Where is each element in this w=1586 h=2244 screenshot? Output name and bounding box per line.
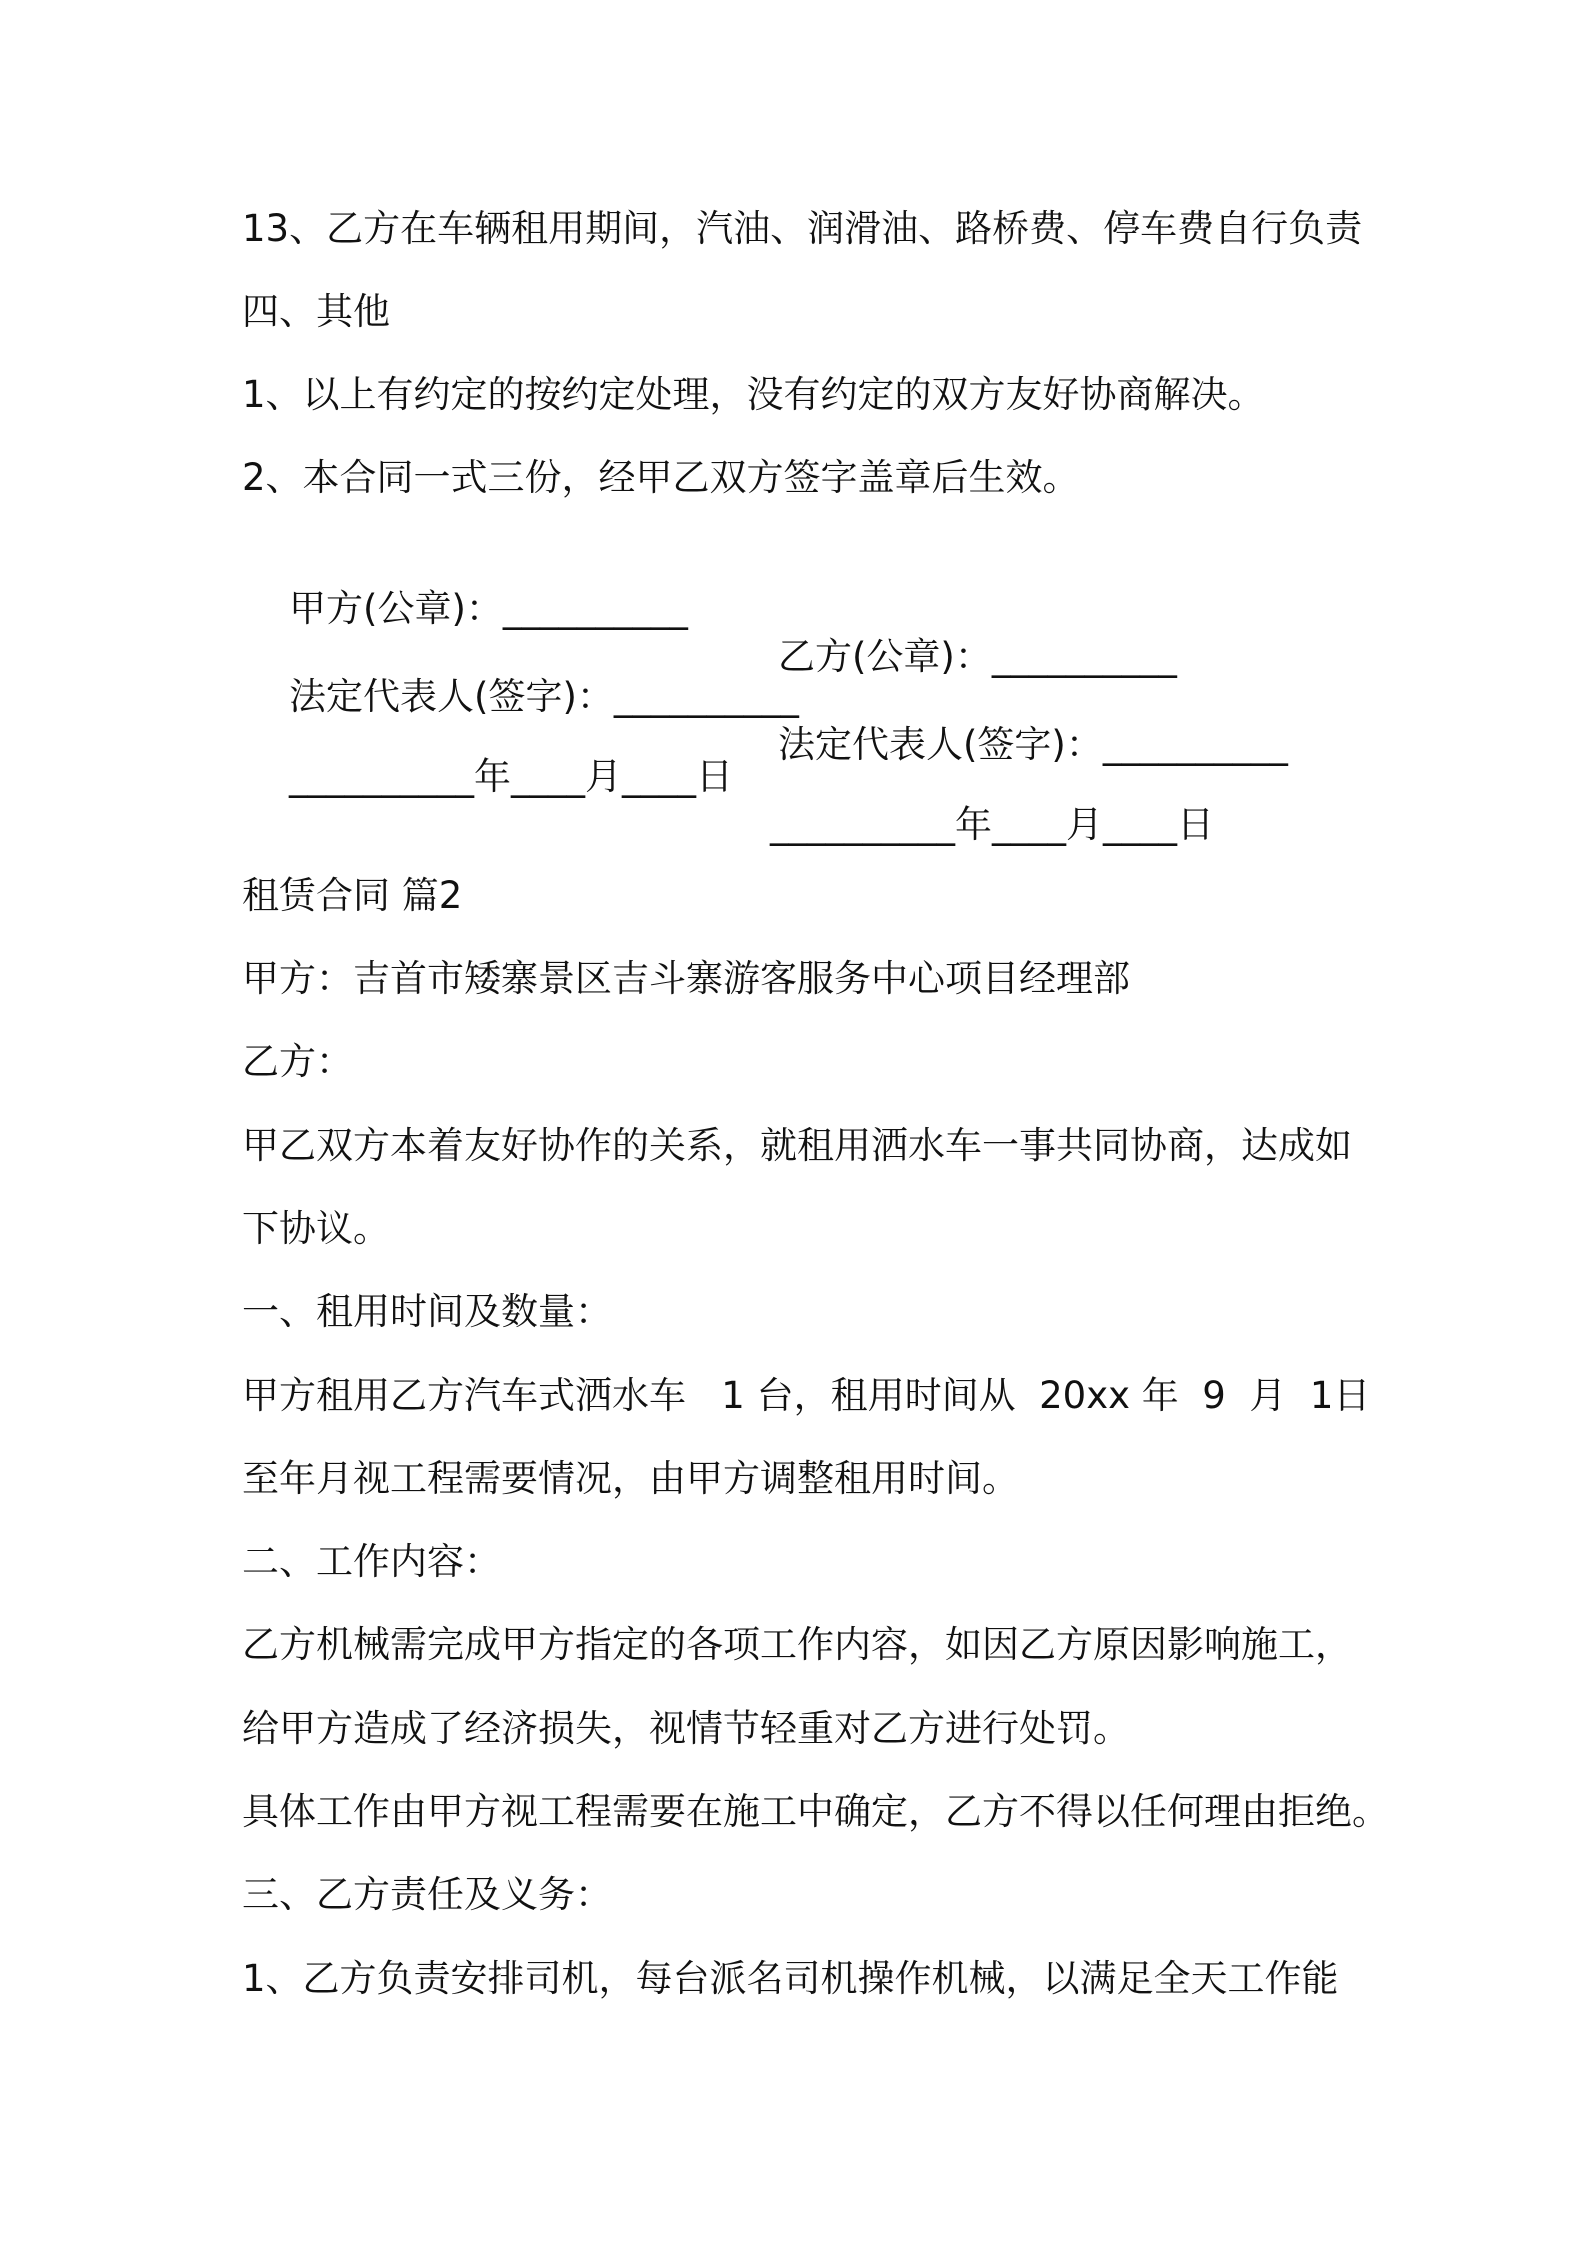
party-b-representative-field: 法定代表人(签字)：__________	[778, 723, 1288, 766]
work-content-line-3: 具体工作由甲方视工程需要在施工中确定，乙方不得以任何理由拒绝。	[242, 1790, 1389, 1833]
preamble-line-2: 下协议。	[242, 1207, 390, 1250]
section-heading-work-content: 二、工作内容：	[242, 1540, 501, 1583]
party-b-line: 乙方：	[242, 1040, 353, 1083]
party-a-representative-field: 法定代表人(签字)：__________	[289, 675, 799, 718]
party-a-line: 甲方：吉首市矮寨景区吉斗寨游客服务中心项目经理部	[242, 957, 1130, 1000]
section-heading-others: 四、其他	[242, 290, 390, 333]
party-a-date-field: __________年____月____日	[289, 755, 734, 798]
rental-period-line-1: 甲方租用乙方汽车式洒水车 1 台，租用时间从 20xx 年 9 月 1日	[242, 1374, 1371, 1417]
section-heading-party-b-duties: 三、乙方责任及义务：	[242, 1873, 612, 1916]
preamble-line-1: 甲乙双方本着友好协作的关系，就租用洒水车一事共同协商，达成如	[242, 1124, 1352, 1167]
party-b-date-field: __________年____月____日	[770, 803, 1214, 846]
work-content-line-2: 给甲方造成了经济损失，视情节轻重对乙方进行处罚。	[242, 1707, 1130, 1750]
clause-others-1: 1、以上有约定的按约定处理，没有约定的双方友好协商解决。	[242, 373, 1265, 416]
party-a-seal-field: 甲方(公章)：__________	[289, 587, 688, 630]
clause-13: 13、乙方在车辆租用期间，汽油、润滑油、路桥费、停车费自行负责	[242, 207, 1363, 250]
work-content-line-1: 乙方机械需完成甲方指定的各项工作内容，如因乙方原因影响施工，	[242, 1623, 1352, 1666]
rental-period-line-2: 至年月视工程需要情况，由甲方调整租用时间。	[242, 1457, 1019, 1500]
clause-others-2: 2、本合同一式三份，经甲乙双方签字盖章后生效。	[242, 456, 1080, 499]
contract-title: 租赁合同 篇2	[242, 874, 463, 917]
party-b-duty-1: 1、乙方负责安排司机，每台派名司机操作机械，以满足全天工作能	[242, 1957, 1339, 2000]
party-b-seal-field: 乙方(公章)：__________	[778, 635, 1177, 678]
section-heading-rental-period: 一、租用时间及数量：	[242, 1290, 612, 1333]
